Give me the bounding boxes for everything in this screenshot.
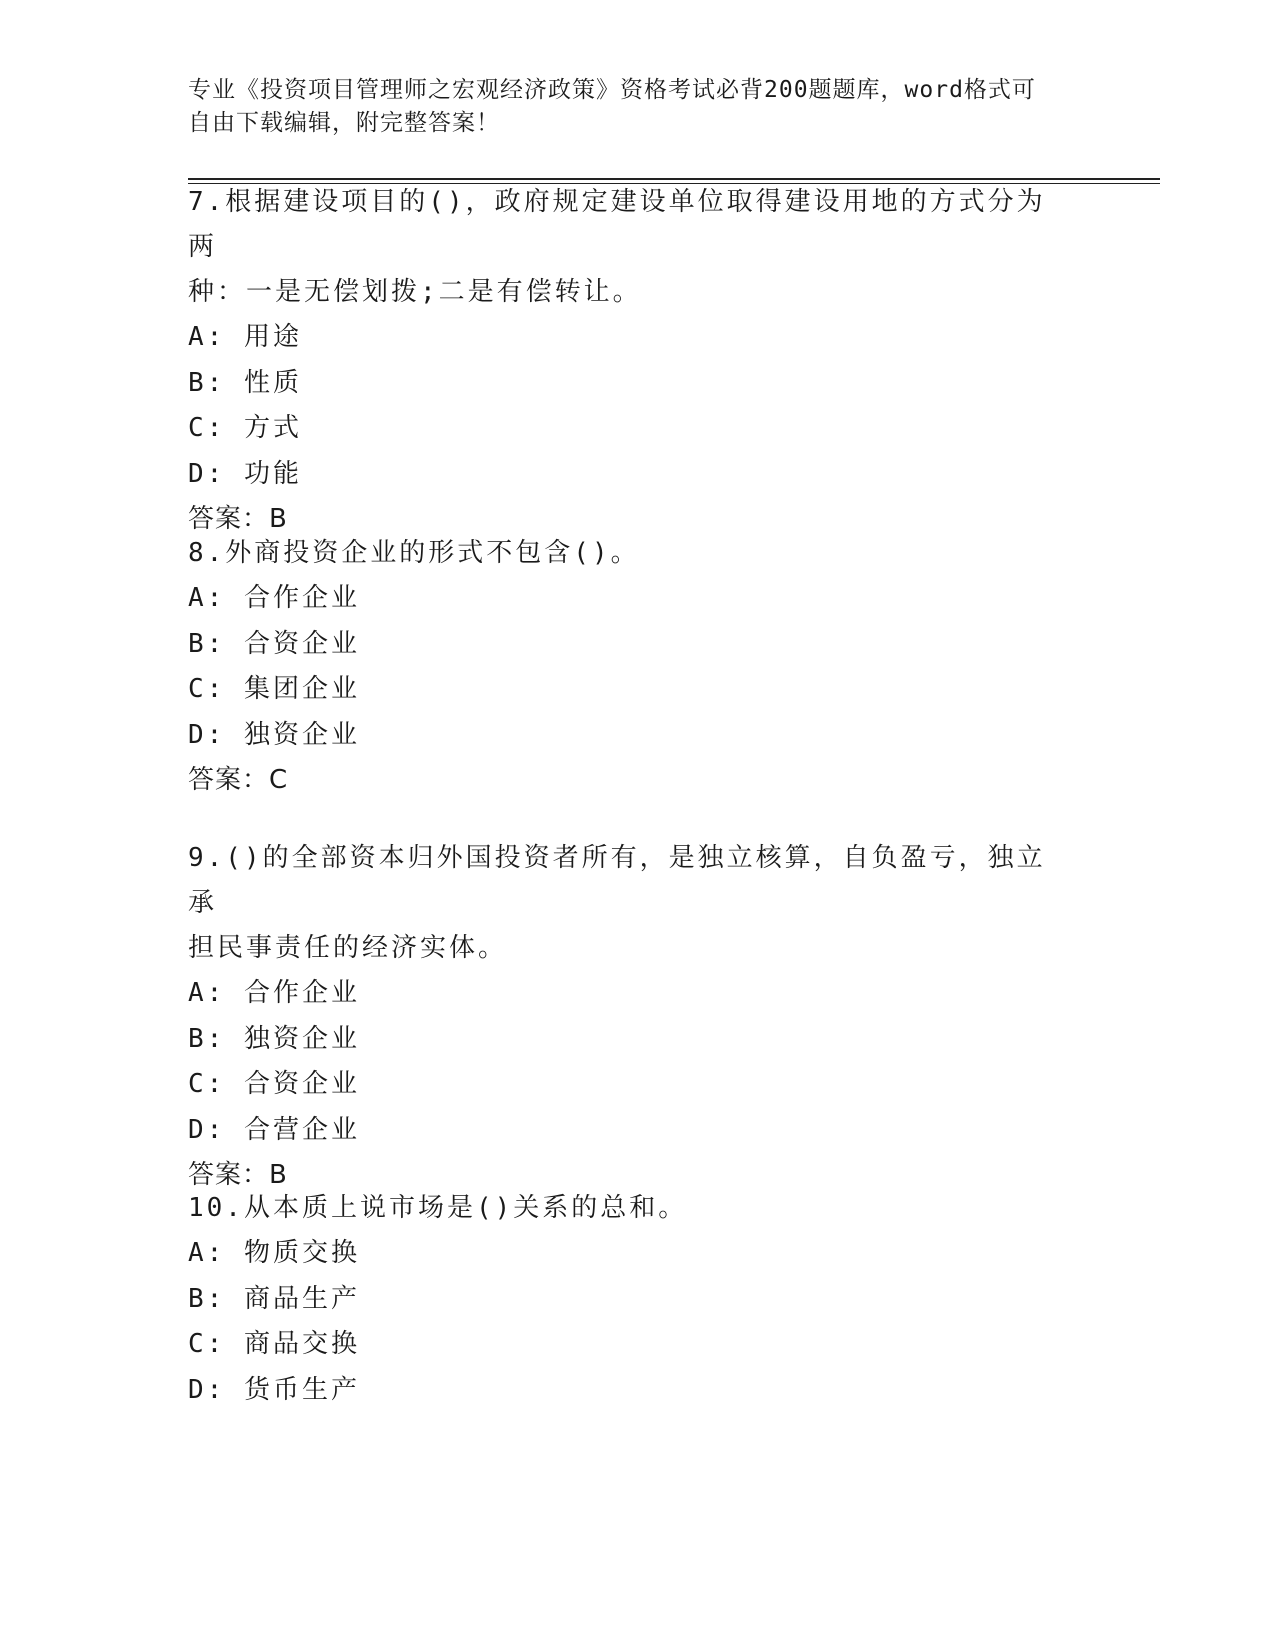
answer: 答案：C (188, 765, 289, 795)
question-stem-line-1: 7.根据建设项目的()，政府规定建设单位取得建设用地的方式分为两 (188, 187, 1046, 262)
question-stem-line-1: 8.外商投资企业的形式不包含()。 (188, 538, 640, 568)
question-stem-line-1: 9.()的全部资本归外国投资者所有，是独立核算，自负盈亏，独立承 (188, 843, 1046, 918)
answer: 答案：B (188, 1160, 288, 1190)
option-d: D: 货币生产 (188, 1374, 360, 1405)
question-stem-line-2: 担民事责任的经济实体。 (188, 933, 508, 963)
option-b: B: 独资企业 (188, 1023, 360, 1054)
option-d: D: 独资企业 (188, 719, 360, 750)
option-c: C: 商品交换 (188, 1329, 360, 1359)
option-a: A: 物质交换 (188, 1238, 360, 1268)
option-c: C: 合资企业 (188, 1069, 360, 1099)
option-a: A: 合作企业 (188, 583, 360, 613)
answer: 答案：B (188, 504, 288, 534)
option-a: A: 合作企业 (188, 978, 360, 1008)
option-b: B: 性质 (188, 367, 302, 398)
question-8 (188, 531, 1068, 803)
question-stem-line-1: 10.从本质上说市场是()关系的总和。 (188, 1193, 688, 1223)
document-header (188, 74, 1068, 140)
question-10 (188, 1186, 1068, 1413)
header-line-1: 专业《投资项目管理师之宏观经济政策》资格考试必背200题题库，word格式可 (188, 77, 1036, 103)
question-7 (188, 180, 1068, 542)
question-9 (188, 836, 1068, 1198)
option-a: A: 用途 (188, 322, 302, 352)
option-d: D: 功能 (188, 458, 302, 489)
option-c: C: 集团企业 (188, 674, 360, 704)
option-b: B: 商品生产 (188, 1283, 360, 1314)
option-c: C: 方式 (188, 413, 302, 443)
option-d: D: 合营企业 (188, 1114, 360, 1145)
option-b: B: 合资企业 (188, 628, 360, 659)
question-stem-line-2: 种：一是无偿划拨;二是有偿转让。 (188, 277, 642, 307)
header-line-2: 自由下载编辑，附完整答案！ (188, 110, 500, 136)
